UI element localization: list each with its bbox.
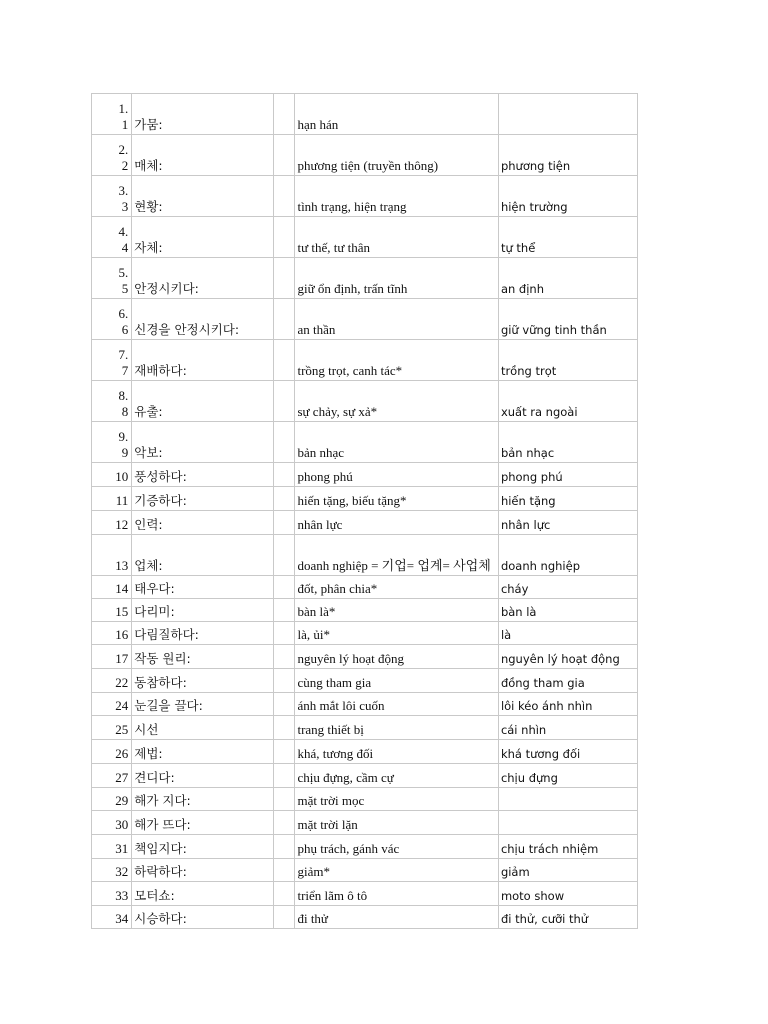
alternate-meaning: phong phú xyxy=(498,463,637,487)
blank-cell xyxy=(274,811,295,835)
korean-term: 다리미: xyxy=(132,599,274,622)
table-row xyxy=(92,463,638,487)
table-row xyxy=(92,882,638,906)
korean-term: 현황: xyxy=(132,176,274,217)
table-row xyxy=(92,906,638,929)
vietnamese-meaning: bàn là* xyxy=(295,599,498,622)
vietnamese-meaning: đốt, phân chia* xyxy=(295,576,498,599)
table-row xyxy=(92,788,638,811)
korean-term: 안정시키다: xyxy=(132,258,274,299)
alternate-meaning: an định xyxy=(498,258,637,299)
row-number: 4. 4 xyxy=(92,217,132,258)
vietnamese-meaning: mặt trời lặn xyxy=(295,811,498,835)
korean-term: 기증하다: xyxy=(132,487,274,511)
blank-cell xyxy=(274,882,295,906)
vietnamese-meaning: tình trạng, hiện trạng xyxy=(295,176,498,217)
vietnamese-meaning: bản nhạc xyxy=(295,422,498,463)
blank-cell xyxy=(274,693,295,716)
vietnamese-meaning: sự chảy, sự xả* xyxy=(295,381,498,422)
korean-term: 시선 xyxy=(132,716,274,740)
alternate-meaning: nguyên lý hoạt động xyxy=(498,645,637,669)
blank-cell xyxy=(274,340,295,381)
korean-term: 눈길을 끌다: xyxy=(132,693,274,716)
row-number: 11 xyxy=(92,487,132,511)
korean-term: 악보: xyxy=(132,422,274,463)
row-number: 5. 5 xyxy=(92,258,132,299)
table-row xyxy=(92,340,638,381)
vocabulary-table xyxy=(91,93,638,929)
vietnamese-meaning: trồng trọt, canh tác* xyxy=(295,340,498,381)
korean-term: 다림질하다: xyxy=(132,622,274,645)
alternate-meaning: nhân lực xyxy=(498,511,637,535)
row-number: 34 xyxy=(92,906,132,929)
vietnamese-meaning: doanh nghiệp = 기업= 업계= 사업체 xyxy=(295,535,498,576)
row-number: 24 xyxy=(92,693,132,716)
blank-cell xyxy=(274,645,295,669)
table-row xyxy=(92,258,638,299)
vietnamese-meaning: nhân lực xyxy=(295,511,498,535)
alternate-meaning: là xyxy=(498,622,637,645)
blank-cell xyxy=(274,463,295,487)
alternate-meaning: hiện trường xyxy=(498,176,637,217)
row-number: 6. 6 xyxy=(92,299,132,340)
alternate-meaning: chịu trách nhiệm xyxy=(498,835,637,859)
vietnamese-meaning: triển lãm ô tô xyxy=(295,882,498,906)
blank-cell xyxy=(274,859,295,882)
blank-cell xyxy=(274,599,295,622)
vietnamese-meaning: khá, tương đối xyxy=(295,740,498,764)
table-row xyxy=(92,622,638,645)
table-row xyxy=(92,599,638,622)
korean-term: 유출: xyxy=(132,381,274,422)
table-row xyxy=(92,422,638,463)
vietnamese-meaning: phụ trách, gánh vác xyxy=(295,835,498,859)
korean-term: 동참하다: xyxy=(132,669,274,693)
table-row xyxy=(92,859,638,882)
table-row xyxy=(92,135,638,176)
row-number: 3. 3 xyxy=(92,176,132,217)
blank-cell xyxy=(274,511,295,535)
table-row xyxy=(92,535,638,576)
vietnamese-meaning: là, ủi* xyxy=(295,622,498,645)
korean-term: 업체: xyxy=(132,535,274,576)
korean-term: 하락하다: xyxy=(132,859,274,882)
korean-term: 해가 뜨다: xyxy=(132,811,274,835)
blank-cell xyxy=(274,622,295,645)
alternate-meaning xyxy=(498,811,637,835)
alternate-meaning: đi thử, cưỡi thử xyxy=(498,906,637,929)
vietnamese-meaning: giữ ổn định, trấn tĩnh xyxy=(295,258,498,299)
row-number: 22 xyxy=(92,669,132,693)
row-number: 9. 9 xyxy=(92,422,132,463)
korean-term: 시승하다: xyxy=(132,906,274,929)
table-row xyxy=(92,511,638,535)
vietnamese-meaning: đi thử xyxy=(295,906,498,929)
row-number: 32 xyxy=(92,859,132,882)
alternate-meaning: giữ vững tinh thần xyxy=(498,299,637,340)
alternate-meaning: lôi kéo ánh nhìn xyxy=(498,693,637,716)
blank-cell xyxy=(274,764,295,788)
row-number: 16 xyxy=(92,622,132,645)
vietnamese-meaning: chịu đựng, cầm cự xyxy=(295,764,498,788)
alternate-meaning xyxy=(498,94,637,135)
alternate-meaning: doanh nghiệp xyxy=(498,535,637,576)
row-number: 33 xyxy=(92,882,132,906)
table-row xyxy=(92,381,638,422)
alternate-meaning: trồng trọt xyxy=(498,340,637,381)
blank-cell xyxy=(274,135,295,176)
table-row xyxy=(92,576,638,599)
blank-cell xyxy=(274,381,295,422)
korean-term: 자체: xyxy=(132,217,274,258)
blank-cell xyxy=(274,258,295,299)
vietnamese-meaning: nguyên lý hoạt động xyxy=(295,645,498,669)
row-number: 1. 1 xyxy=(92,94,132,135)
row-number: 30 xyxy=(92,811,132,835)
vietnamese-meaning: ánh mắt lôi cuốn xyxy=(295,693,498,716)
table-row xyxy=(92,693,638,716)
blank-cell xyxy=(274,788,295,811)
alternate-meaning: chịu đựng xyxy=(498,764,637,788)
alternate-meaning: tự thể xyxy=(498,217,637,258)
row-number: 31 xyxy=(92,835,132,859)
vietnamese-meaning: cùng tham gia xyxy=(295,669,498,693)
blank-cell xyxy=(274,576,295,599)
table-row xyxy=(92,299,638,340)
korean-term: 매체: xyxy=(132,135,274,176)
blank-cell xyxy=(274,740,295,764)
korean-term: 책임지다: xyxy=(132,835,274,859)
alternate-meaning: cháy xyxy=(498,576,637,599)
row-number: 26 xyxy=(92,740,132,764)
alternate-meaning: phương tiện xyxy=(498,135,637,176)
alternate-meaning xyxy=(498,788,637,811)
vietnamese-meaning: giảm* xyxy=(295,859,498,882)
table-row xyxy=(92,645,638,669)
row-number: 8. 8 xyxy=(92,381,132,422)
blank-cell xyxy=(274,217,295,258)
row-number: 12 xyxy=(92,511,132,535)
vietnamese-meaning: phong phú xyxy=(295,463,498,487)
blank-cell xyxy=(274,535,295,576)
alternate-meaning: đồng tham gia xyxy=(498,669,637,693)
row-number: 15 xyxy=(92,599,132,622)
table-row xyxy=(92,94,638,135)
table-row xyxy=(92,669,638,693)
blank-cell xyxy=(274,835,295,859)
vietnamese-meaning: mặt trời mọc xyxy=(295,788,498,811)
blank-cell xyxy=(274,716,295,740)
korean-term: 견디다: xyxy=(132,764,274,788)
row-number: 10 xyxy=(92,463,132,487)
korean-term: 신경을 안정시키다: xyxy=(132,299,274,340)
blank-cell xyxy=(274,422,295,463)
row-number: 7. 7 xyxy=(92,340,132,381)
blank-cell xyxy=(274,669,295,693)
table-row xyxy=(92,716,638,740)
korean-term: 인력: xyxy=(132,511,274,535)
alternate-meaning: giảm xyxy=(498,859,637,882)
alternate-meaning: cái nhìn xyxy=(498,716,637,740)
row-number: 25 xyxy=(92,716,132,740)
korean-term: 모터쇼: xyxy=(132,882,274,906)
korean-term: 재배하다: xyxy=(132,340,274,381)
alternate-meaning: hiến tặng xyxy=(498,487,637,511)
vietnamese-meaning: hạn hán xyxy=(295,94,498,135)
alternate-meaning: khá tương đối xyxy=(498,740,637,764)
korean-term: 가뭄: xyxy=(132,94,274,135)
alternate-meaning: moto show xyxy=(498,882,637,906)
vietnamese-meaning: an thần xyxy=(295,299,498,340)
korean-term: 풍성하다: xyxy=(132,463,274,487)
vietnamese-meaning: tư thế, tư thân xyxy=(295,217,498,258)
blank-cell xyxy=(274,94,295,135)
table-row xyxy=(92,487,638,511)
row-number: 27 xyxy=(92,764,132,788)
row-number: 2. 2 xyxy=(92,135,132,176)
row-number: 29 xyxy=(92,788,132,811)
table-row xyxy=(92,176,638,217)
row-number: 14 xyxy=(92,576,132,599)
blank-cell xyxy=(274,176,295,217)
alternate-meaning: xuất ra ngoài xyxy=(498,381,637,422)
korean-term: 해가 지다: xyxy=(132,788,274,811)
alternate-meaning: bản nhạc xyxy=(498,422,637,463)
row-number: 13 xyxy=(92,535,132,576)
korean-term: 작동 원리: xyxy=(132,645,274,669)
korean-term: 태우다: xyxy=(132,576,274,599)
blank-cell xyxy=(274,906,295,929)
vietnamese-meaning: hiến tặng, biếu tặng* xyxy=(295,487,498,511)
table-row xyxy=(92,811,638,835)
korean-term: 제법: xyxy=(132,740,274,764)
blank-cell xyxy=(274,299,295,340)
vocabulary-table-body xyxy=(92,94,638,929)
blank-cell xyxy=(274,487,295,511)
table-row xyxy=(92,217,638,258)
table-row xyxy=(92,764,638,788)
table-row xyxy=(92,740,638,764)
row-number: 17 xyxy=(92,645,132,669)
vietnamese-meaning: trang thiết bị xyxy=(295,716,498,740)
vietnamese-meaning: phương tiện (truyền thông) xyxy=(295,135,498,176)
table-row xyxy=(92,835,638,859)
alternate-meaning: bàn là xyxy=(498,599,637,622)
